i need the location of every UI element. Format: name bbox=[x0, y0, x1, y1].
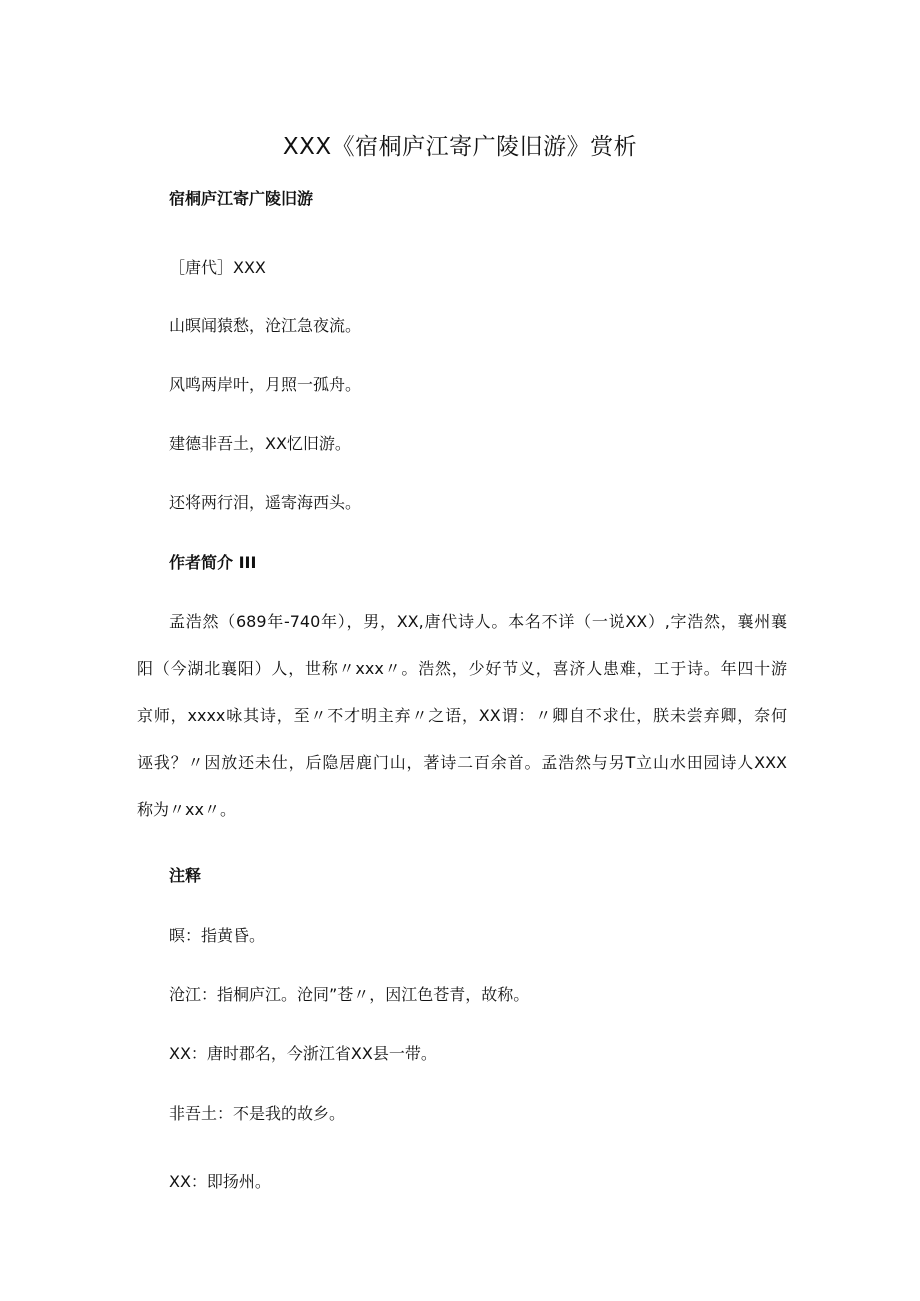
poem-line: 建德非吾土，XX忆旧游。 bbox=[169, 434, 351, 453]
author-bio bbox=[137, 612, 787, 847]
author-heading: 作者简介 III bbox=[169, 553, 257, 572]
author-bio-line: 京师，xxxx咏其诗，至〃不才明主弃〃之语，XX谓：〃卿自不求仕，朕未尝弃卿，奈何 bbox=[137, 706, 787, 725]
poem-heading: 宿桐庐江寄广陵旧游 bbox=[169, 189, 314, 208]
poem-line: 还将两行泪，遥寄海西头。 bbox=[169, 493, 362, 512]
note-item: XX：唐时郡名，今浙江省XX县一带。 bbox=[169, 1044, 437, 1063]
document-title: XXX《宿桐庐江寄广陵旧游》赏析 bbox=[282, 134, 638, 160]
author-bio-line: 阳（今湖北襄阳）人，世称〃xxx〃。浩然，少好节义，喜济人患难，工于诗。年四十游 bbox=[137, 659, 787, 678]
poem-line: 山暝闻猿愁，沧江急夜流。 bbox=[169, 316, 362, 335]
author-bio-line: 孟浩然（689年-740年），男，XX,唐代诗人。本名不详（一说XX）,字浩然，襄州襄 bbox=[169, 612, 787, 631]
author-bio-line: 诬我？〃因放还未仕，后隐居鹿门山，著诗二百余首。孟浩然与另T立山水田园诗人XXX bbox=[137, 753, 787, 772]
poem-line: 风鸣两岸叶，月照一孤舟。 bbox=[169, 375, 362, 394]
note-item: 非吾土：不是我的故乡。 bbox=[169, 1104, 346, 1123]
author-bio-line: 称为〃xx〃。 bbox=[137, 800, 236, 819]
note-item: 沧江：指桐庐江。沧同”苍〃，因江色苍青，故称。 bbox=[169, 985, 530, 1004]
poem-dynasty-author: ［唐代］XXX bbox=[169, 258, 266, 277]
note-item: XX：即扬州。 bbox=[169, 1172, 271, 1191]
note-item: 暝：指黄昏。 bbox=[169, 926, 266, 945]
notes-heading: 注释 bbox=[169, 866, 202, 885]
